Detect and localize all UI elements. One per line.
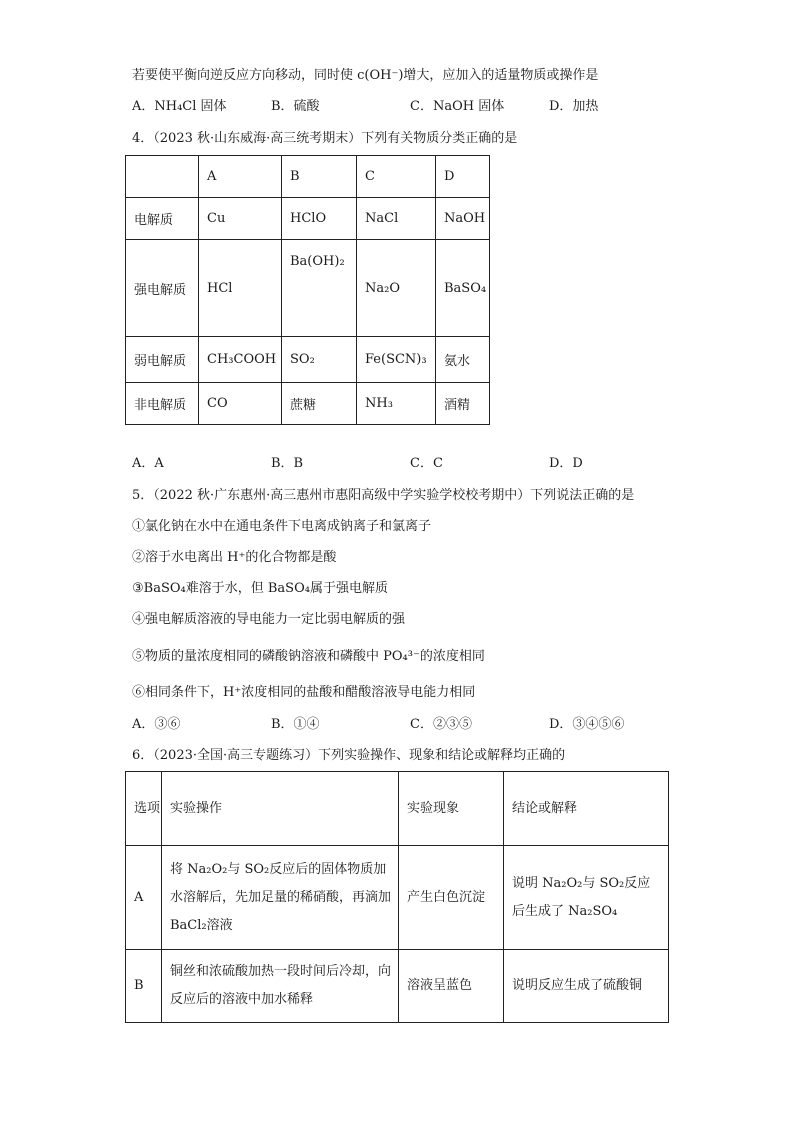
table-cell: A bbox=[199, 156, 282, 198]
table-cell: NaOH bbox=[436, 198, 490, 240]
table-cell: 电解质 bbox=[126, 198, 199, 240]
table-cell: 结论或解释 bbox=[504, 772, 669, 846]
table-cell: 氨水 bbox=[436, 337, 490, 383]
table-cell: BaSO₄ bbox=[436, 240, 490, 337]
table-cell: C bbox=[357, 156, 436, 198]
q5-statement: ①氯化钠在水中在通电条件下电离成钠离子和氯离子 bbox=[132, 519, 432, 534]
option-c: C．C bbox=[410, 456, 443, 471]
option-b: B．B bbox=[271, 456, 304, 471]
table-cell: 选项 bbox=[126, 772, 162, 846]
table-row bbox=[126, 337, 490, 383]
table-cell: CO bbox=[199, 383, 282, 425]
table-header-row bbox=[126, 156, 490, 198]
option-a: A．③⑥ bbox=[132, 717, 181, 732]
option-b: B．硫酸 bbox=[271, 99, 320, 114]
table-cell: NH₃ bbox=[357, 383, 436, 425]
table-cell: A bbox=[126, 846, 162, 950]
table-row bbox=[126, 198, 490, 240]
table-cell: 说明反应生成了硫酸铜 bbox=[504, 950, 669, 1023]
q3-stem: 若要使平衡向逆反应方向移动，同时使 c(OH⁻)增大，应加入的适量物质或操作是 bbox=[132, 68, 599, 83]
option-d: D．D bbox=[549, 456, 583, 471]
table-cell: 强电解质 bbox=[126, 240, 199, 337]
table-cell: 蔗糖 bbox=[282, 383, 357, 425]
q5-options bbox=[132, 716, 692, 734]
table-header-row bbox=[126, 772, 669, 846]
option-a: A．A bbox=[132, 456, 164, 471]
option-a: A．NH₄Cl 固体 bbox=[132, 99, 227, 114]
table-cell: HClO bbox=[282, 198, 357, 240]
option-b: B．①④ bbox=[271, 717, 320, 732]
table-cell: Fe(SCN)₃ bbox=[357, 337, 436, 383]
table-cell: B bbox=[126, 950, 162, 1023]
table-cell bbox=[126, 156, 199, 198]
table-row bbox=[126, 383, 490, 425]
table-cell: B bbox=[282, 156, 357, 198]
option-d: D．加热 bbox=[549, 99, 599, 114]
table-cell: 实验现象 bbox=[399, 772, 504, 846]
table-cell: 说明 Na₂O₂与 SO₂反应后生成了 Na₂SO₄ bbox=[504, 846, 669, 950]
table-cell: 溶液呈蓝色 bbox=[399, 950, 504, 1023]
q5-statement: ②溶于水电离出 H⁺的化合物都是酸 bbox=[132, 550, 337, 565]
table-cell: Cu bbox=[199, 198, 282, 240]
table-cell: NaCl bbox=[357, 198, 436, 240]
table-row bbox=[126, 950, 669, 1023]
q4-classification-table bbox=[125, 155, 490, 425]
table-row bbox=[126, 846, 669, 950]
table-cell: SO₂ bbox=[282, 337, 357, 383]
table-cell: 非电解质 bbox=[126, 383, 199, 425]
q5-statement: ⑥相同条件下，H⁺浓度相同的盐酸和醋酸溶液导电能力相同 bbox=[132, 685, 476, 700]
q5-statement: ⑤物质的量浓度相同的磷酸钠溶液和磷酸中 PO₄³⁻的浓度相同 bbox=[132, 649, 485, 664]
q5-stem: 5．（2022 秋·广东惠州·高三惠州市惠阳高级中学实验学校校考期中）下列说法正确的是 bbox=[132, 488, 635, 503]
table-cell: Na₂O bbox=[357, 240, 436, 337]
q6-stem: 6．（2023·全国·高三专题练习）下列实验操作、现象和结论或解释均正确的 bbox=[132, 748, 566, 763]
option-c: C．NaOH 固体 bbox=[410, 99, 505, 114]
q4-stem: 4．（2023 秋·山东威海·高三统考期末）下列有关物质分类正确的是 bbox=[132, 131, 518, 146]
table-row bbox=[126, 240, 490, 337]
option-d: D．③④⑤⑥ bbox=[549, 717, 625, 732]
q6-experiment-table bbox=[125, 771, 669, 1023]
table-cell: 将 Na₂O₂与 SO₂反应后的固体物质加水溶解后，先加足量的稀硝酸，再滴加 BaCl₂溶液 bbox=[162, 846, 399, 950]
q4-options bbox=[132, 455, 692, 473]
table-cell: 弱电解质 bbox=[126, 337, 199, 383]
table-cell: D bbox=[436, 156, 490, 198]
table-cell: 实验操作 bbox=[162, 772, 399, 846]
table-cell: 产生白色沉淀 bbox=[399, 846, 504, 950]
q5-statement: ③BaSO₄难溶于水，但 BaSO₄属于强电解质 bbox=[132, 581, 388, 596]
q3-options bbox=[132, 98, 692, 116]
q5-statement: ④强电解质溶液的导电能力一定比弱电解质的强 bbox=[132, 612, 406, 627]
table-cell: 酒精 bbox=[436, 383, 490, 425]
table-cell: HCl bbox=[199, 240, 282, 337]
table-cell: CH₃COOH bbox=[199, 337, 282, 383]
option-c: C．②③⑤ bbox=[410, 717, 472, 732]
table-cell: 铜丝和浓硫酸加热一段时间后冷却，向反应后的溶液中加水稀释 bbox=[162, 950, 399, 1023]
table-cell: Ba(OH)₂ bbox=[282, 240, 357, 337]
